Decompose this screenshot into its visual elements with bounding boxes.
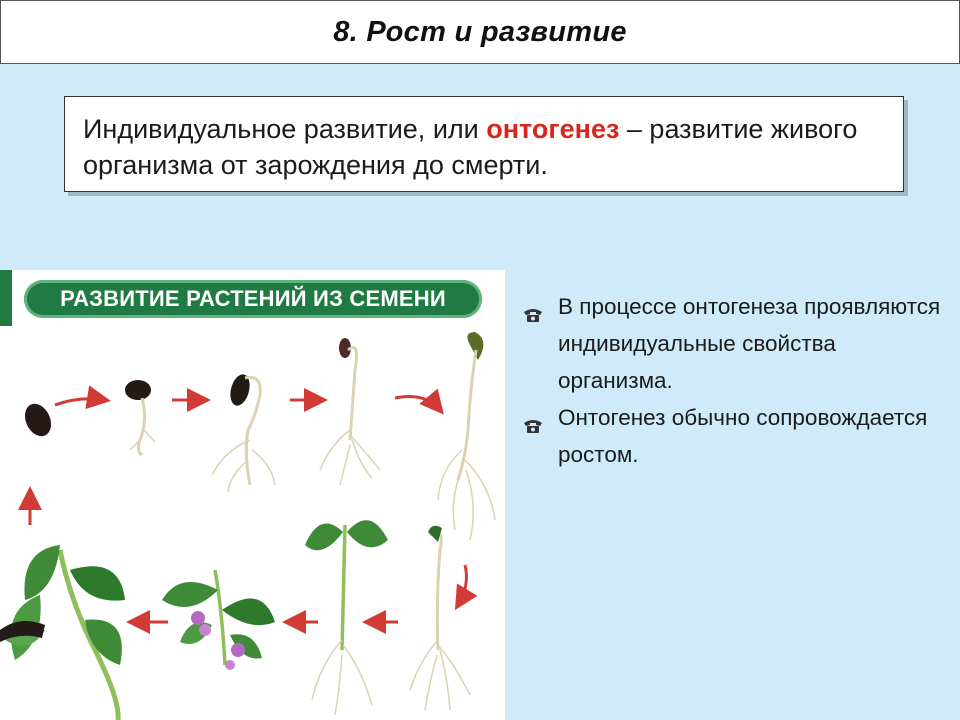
bullet-item <box>522 288 952 399</box>
bullet-list <box>522 288 952 473</box>
telephone-icon <box>522 288 558 334</box>
arrows-top-row <box>55 397 440 411</box>
bullet-text: Онтогенез обычно сопровождается ростом. <box>558 405 928 467</box>
seed-stage-3 <box>212 372 275 492</box>
seed-stage-1 <box>20 400 56 441</box>
grown-plant-stage-9 <box>0 545 125 720</box>
bullet-item <box>522 399 952 473</box>
arrow-5 <box>458 565 466 605</box>
slide-title: 8. Рост и развитие <box>333 15 627 48</box>
figure-banner-text: РАЗВИТИЕ РАСТЕНИЙ ИЗ СЕМЕНИ <box>60 286 446 311</box>
definition-term: онтогенез <box>486 114 620 144</box>
title-bar <box>0 0 960 64</box>
plant-stages-illustration <box>0 270 505 720</box>
bullet-text: В процессе онтогенеза проявляются индивидуальные свойства организма. <box>558 294 941 393</box>
telephone-icon <box>522 399 558 445</box>
definition-text-start: Индивидуальное развитие, или <box>83 114 487 144</box>
sprout-stage-4 <box>320 338 380 485</box>
sprout-stage-5 <box>438 332 495 540</box>
arrow-4 <box>395 397 440 411</box>
definition-text-end: – развитие живого организма от зарождения до смерти. <box>83 114 858 180</box>
arrow-1 <box>55 399 105 405</box>
plant-development-figure <box>0 270 505 720</box>
flowering-plant-stage-8 <box>162 570 275 670</box>
seedling-stage-6 <box>410 526 470 710</box>
young-plant-stage-7 <box>305 520 388 715</box>
seed-stage-2 <box>125 380 155 455</box>
definition-box <box>64 96 904 192</box>
